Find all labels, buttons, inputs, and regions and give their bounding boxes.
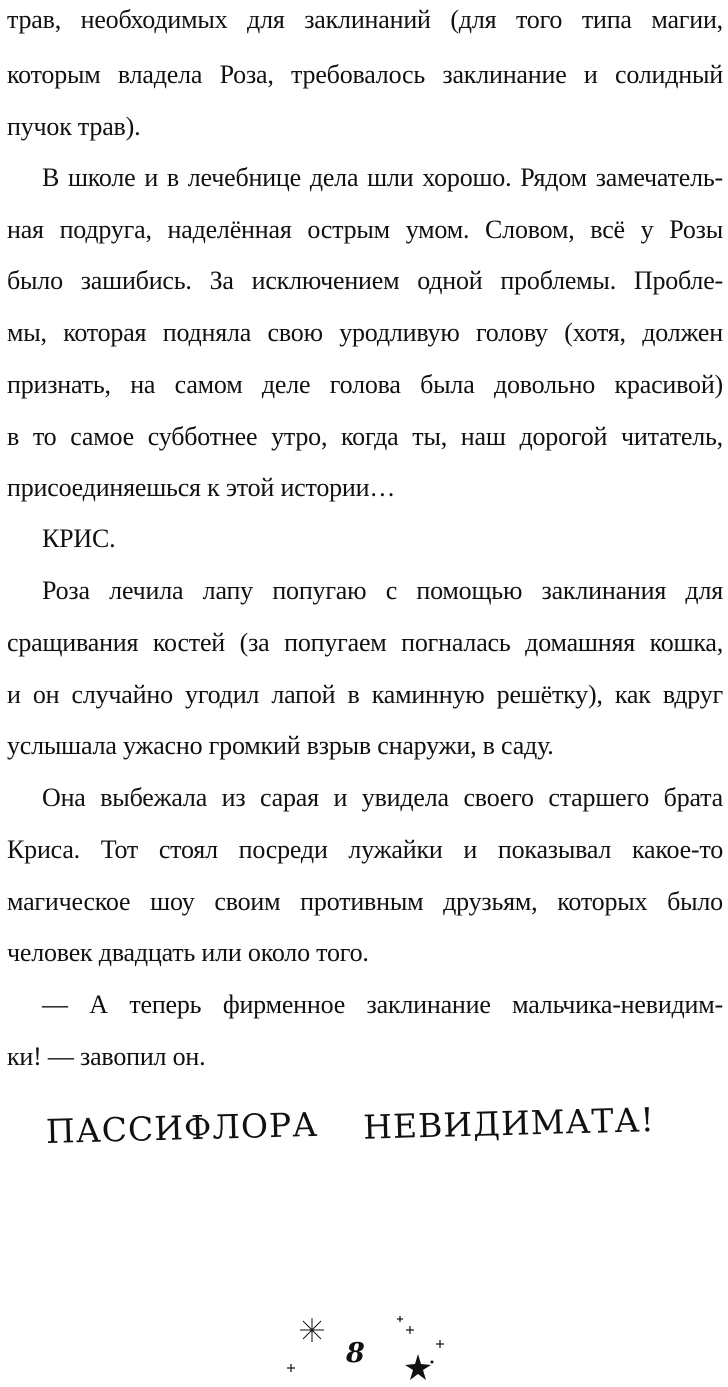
text-line: в то самое субботнее утро, когда ты, наш дорогой читатель, [7,422,723,451]
sparkle-stars-icon [282,1312,452,1384]
spell-incantation [45,1095,706,1151]
text-line: КРИС. [42,524,116,553]
text-line: — А теперь фирменное заклинание мальчика-невидим- [42,990,723,1019]
text-line: и он случайно угодил лапой в каминную решётку), как вдруг [7,680,723,709]
text-line: признать, на самом деле голова была довольно красивой) [7,370,723,399]
text-line: В школе и в лечебнице дела шли хорошо. Рядом замечатель- [42,163,723,192]
text-line: Криса. Тот стоял посреди лужайки и показывал какое-то [7,835,723,864]
page-folio [282,1312,452,1384]
text-line: пучок трав). [7,112,141,141]
text-line: Роза лечила лапу попугаю с помощью заклинания для [42,576,723,605]
text-line: ная подруга, наделённая острым умом. Словом, всё у Розы [7,215,723,244]
text-line: сращивания костей (за попугаем погналась домашняя кошка, [7,628,723,657]
text-line: магическое шоу своим противным друзьям, которых было [7,887,723,916]
text-line: которым владела Роза, требовалось заклинание и солидный [7,60,723,89]
text-line: услышала ужасно громкий взрыв снаружи, в саду. [7,731,554,760]
text-line: присоединяешься к этой истории… [7,473,396,502]
spell-word-2: НЕВИДИМАТА! [362,1100,656,1147]
text-line: было зашибись. За исключением одной проблемы. Пробле- [7,266,723,295]
text-line: ки! — завопил он. [7,1042,206,1071]
text-line: человек двадцать или около того. [7,938,369,967]
text-line: трав, необходимых для заклинаний (для того типа магии, [7,5,723,34]
text-line: Она выбежала из сарая и увидела своего старшего брата [42,783,723,812]
page-number: 8 [346,1338,365,1369]
text-line: мы, которая подняла свою уродливую голову (хотя, должен [7,318,723,347]
spell-word-1: ПАССИФЛОРА [45,1104,319,1151]
